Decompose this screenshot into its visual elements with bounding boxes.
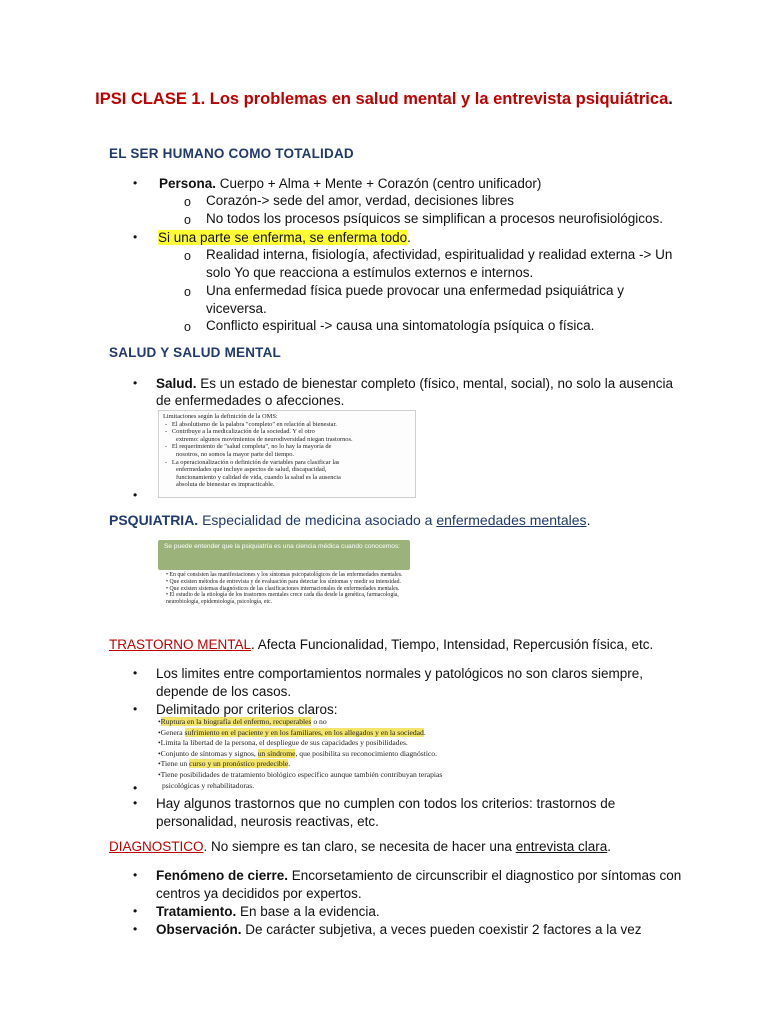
circle-glyph: o [184, 249, 191, 263]
criterio: •Genera sufrimiento en el paciente y en los familiares, en los allegados y en la sociedad. [158, 727, 426, 737]
criterio: •Tiene posibilidades de tratamiento biológico específico aunque también contribuyan terapias [158, 769, 443, 779]
oms-item: funcionamiento y calidad de vida, cuando la salud es la ausencia [176, 473, 341, 481]
psiquiatria-list [158, 572, 410, 606]
oms-item: - El requerimiento de "salud completa", no lo hay la mayoría de [165, 443, 332, 451]
oms-item: - El absolutismo de la palabra "completo" en relación al bienestar. [165, 420, 337, 428]
bullet-glyph: • [133, 666, 138, 680]
list-item-persona: Persona. Cuerpo + Alma + Mente + Corazón (centro unificador) [159, 176, 542, 191]
bullet-glyph: • [133, 868, 138, 882]
bullet-glyph: • [133, 488, 138, 502]
bullet-glyph: • [133, 796, 138, 810]
oms-item: absoluta de bienestar es impracticable. [176, 481, 275, 489]
criterio: psicológicas y rehabilitadoras. [162, 780, 255, 790]
bullet-glyph: • [133, 176, 138, 190]
document-title: IPSI CLASE 1. Los problemas en salud mental y la entrevista psiquiátrica. [95, 90, 673, 108]
bullet-glyph: • [133, 922, 138, 936]
oms-item: - Contribuye a la medicalización de la sociedad. Y el otro [165, 428, 315, 436]
psiquiatria-item: • Que existen métodos de entrevista y de evaluación para detectar los síntomas y medir su intensidad. [166, 578, 401, 585]
oms-title: Limitaciones según la definición de la OMS: [163, 413, 278, 420]
criterios-image [158, 717, 558, 793]
list-item-salud: Salud. Es un estado de bienestar completo (físico, mental, social), no solo la ausencia [156, 376, 674, 391]
oms-limitations-image [158, 410, 416, 498]
circle-glyph: o [184, 213, 191, 227]
oms-list [163, 421, 411, 489]
list-item-observacion: Observación. De carácter subjetiva, a veces pueden coexistir 2 factores a la vez [156, 922, 642, 937]
sub-item: Conflicto espiritual -> causa una sintomatología psíquica o física. [206, 318, 595, 333]
section-heading-salud: SALUD Y SALUD MENTAL [109, 345, 282, 360]
list-item-cont: centros ya decididos por expertos. [156, 886, 362, 901]
oms-item: extremo: algunos movimientos de neurodiversidad niegan trastornos. [176, 435, 353, 443]
criterio: •Limita la libertad de la persona, el despliegue de sus capacidades y posibilidades. [158, 738, 408, 748]
bullet-glyph: • [133, 230, 138, 244]
sub-item-cont: solo Yo que reacciona a estímulos externos e internos. [206, 265, 534, 280]
list-item-salud-cont: de enfermedades o afecciones. [156, 393, 345, 408]
section-diagnostico: DIAGNOSTICO. No siempre es tan claro, se necesita de hacer una entrevista clara. [109, 839, 611, 854]
psiquiatria-item: • Que existen sistemas diagnósticos de las clasificaciones internacionales de enfermedades mentales. [166, 585, 400, 592]
list-item-fenomeno: Fenómeno de cierre. Encorsetamiento de circunscribir el diagnostico por síntomas con [156, 868, 682, 883]
bullet-glyph: • [133, 904, 138, 918]
criterio: •Conjunto de síntomas y signos, un síndrome, que posibilita su reconocimiento diagnóstico. [158, 748, 437, 758]
psiquiatria-banner: Se puede entender que la psiquiatría es una ciencia médica cuando conocemos: [158, 540, 410, 570]
list-item-tratamiento: Tratamiento. En base a la evidencia. [156, 904, 380, 919]
section-psiquiatria: PSQUIATRIA. Especialidad de medicina asociado a enfermedades mentales. [109, 512, 591, 528]
list-item-cont: personalidad, neurosis reactivas, etc. [156, 814, 379, 829]
sub-item: Realidad interna, fisiología, afectividad, espiritualidad y realidad externa -> Un [206, 247, 673, 262]
list-item-highlight: Si una parte se enferma, se enferma todo. [158, 230, 411, 245]
section-heading-totalidad: EL SER HUMANO COMO TOTALIDAD [109, 146, 354, 161]
sub-item: No todos los procesos psíquicos se simplifican a procesos neurofisiológicos. [206, 211, 663, 226]
sub-item-cont: viceversa. [206, 301, 267, 316]
bullet-glyph: • [133, 781, 138, 795]
list-item: Los limites entre comportamientos normales y patológicos no son claros siempre, [156, 666, 643, 681]
criterio: •Tiene un curso y un pronóstico predecible. [158, 759, 291, 769]
psiquiatria-item: • El estudio de la etiología de los trastornos mentales crece cada día desde la genética, farmacología, neurobiología, epidemiología, psicología, etc. [166, 592, 399, 606]
list-item-cont: depende de los casos. [156, 684, 292, 699]
oms-item: enfermedades que incluye aspectos de salud, discapacidad, [176, 466, 327, 474]
list-item: Hay algunos trastornos que no cumplen con todos los criterios: trastornos de [156, 796, 616, 811]
sub-item: Una enfermedad física puede provocar una enfermedad psiquiátrica y [206, 283, 624, 298]
sub-item: Corazón-> sede del amor, verdad, decisiones libres [206, 193, 515, 208]
psiquiatria-image [158, 540, 410, 624]
oms-item: nosotros, no somos la mayor parte del tiempo. [176, 450, 295, 458]
section-trastorno: TRASTORNO MENTAL. Afecta Funcionalidad, Tiempo, Intensidad, Repercusión física, etc. [109, 637, 654, 652]
bullet-glyph: • [133, 702, 138, 716]
list-item: Delimitado por criterios claros: [156, 702, 338, 717]
oms-item: - La operacionalización o definición de variables para clasificar las [165, 458, 340, 466]
criterio: •Ruptura en la biografía del enfermo, recuperables o no [158, 717, 327, 726]
bullet-glyph: • [133, 376, 138, 390]
psiquiatria-item: • En qué consisten las manifestaciones y los síntomas psicopatológicos de las enfermedades mentales. [166, 572, 403, 578]
circle-glyph: o [184, 285, 191, 299]
circle-glyph: o [184, 195, 191, 209]
circle-glyph: o [184, 320, 191, 334]
